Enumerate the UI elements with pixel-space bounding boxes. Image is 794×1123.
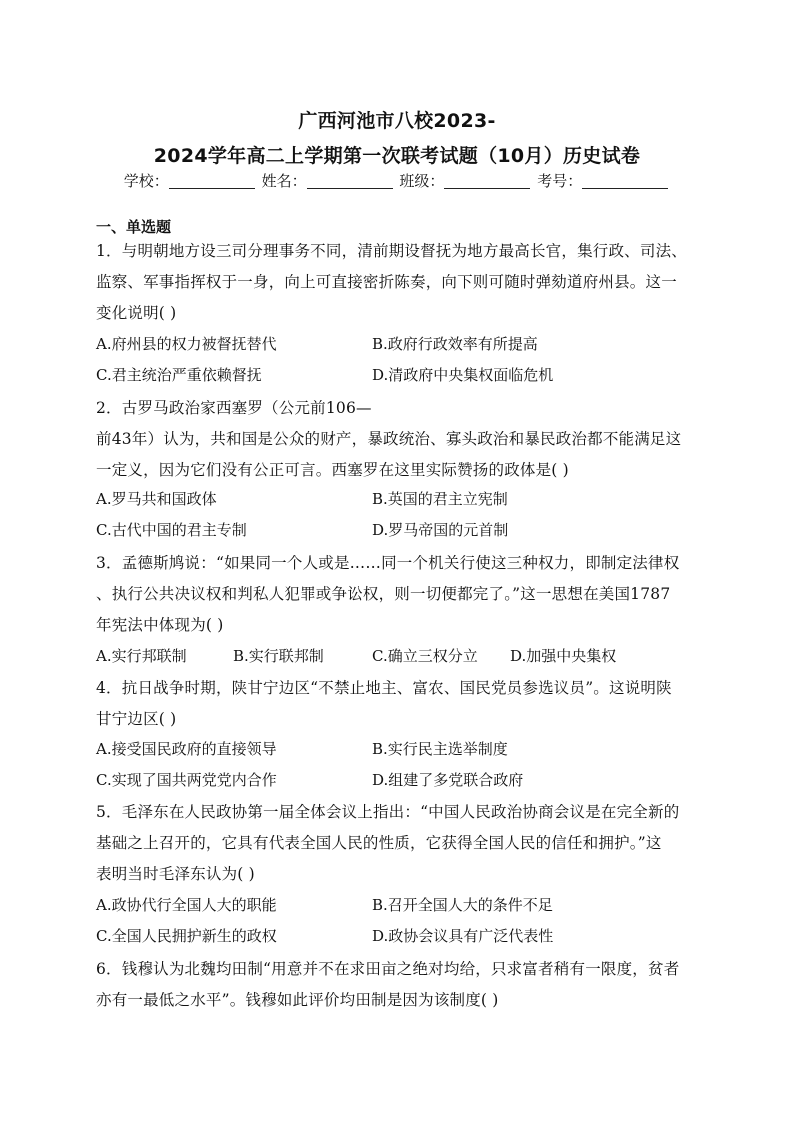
option-d[interactable]: D.加强中央集权 bbox=[510, 647, 617, 665]
class-blank[interactable] bbox=[444, 174, 530, 189]
question-stem-line: 3．孟德斯鸠说：“如果同一个人或是……同一个机关行使这三种权力，即制定法律权 bbox=[96, 554, 680, 572]
option-a[interactable]: A.政协代行全国人大的职能 bbox=[96, 896, 277, 914]
option-c[interactable]: C.实现了国共两党党内合作 bbox=[96, 771, 277, 789]
question-stem-line: 2．古罗马政治家西塞罗（公元前106— bbox=[96, 399, 372, 417]
question-stem-line: 5．毛泽东在人民政协第一届全体会议上指出：“中国人民政治协商会议是在完全新的 bbox=[96, 803, 680, 821]
question-stem-line: 亦有一最低之水平”。钱穆如此评价均田制是因为该制度( ) bbox=[96, 991, 499, 1009]
question-stem-line: 年宪法中体现为( ) bbox=[96, 616, 224, 634]
question-stem-line: 基础之上召开的，它具有代表全国人民的性质，它获得全国人民的信任和拥护。”这 bbox=[96, 834, 662, 852]
question-stem-line: 前43年）认为，共和国是公众的财产，暴政统治、寡头政治和暴民政治都不能满足这 bbox=[96, 430, 682, 448]
option-b[interactable]: B.政府行政效率有所提高 bbox=[372, 335, 538, 353]
question-stem-line: 变化说明( ) bbox=[96, 304, 177, 322]
school-label: 学校： bbox=[123, 172, 169, 190]
school-blank[interactable] bbox=[169, 174, 255, 189]
student-info-row bbox=[0, 170, 794, 191]
option-a[interactable]: A.接受国民政府的直接领导 bbox=[96, 740, 277, 758]
option-b[interactable]: B.实行联邦制 bbox=[233, 647, 324, 665]
option-c[interactable]: C.古代中国的君主专制 bbox=[96, 521, 247, 539]
question-stem-line: 、执行公共决议权和判私人犯罪或争讼权，则一切便都完了。”这一思想在美国1787 bbox=[96, 585, 671, 603]
section-heading: 一、单选题 bbox=[96, 218, 172, 236]
name-blank[interactable] bbox=[307, 174, 393, 189]
option-b[interactable]: B.英国的君主立宪制 bbox=[372, 490, 508, 508]
question-stem-line: 1．与明朝地方设三司分理事务不同，清前期设督抚为地方最高长官，集行政、司法、 bbox=[96, 242, 687, 260]
option-a[interactable]: A.府州县的权力被督抚替代 bbox=[96, 335, 277, 353]
exam-title-line-2: 2024学年高二上学期第一次联考试题（10月）历史试卷 bbox=[153, 145, 641, 167]
option-d[interactable]: D.组建了多党联合政府 bbox=[372, 771, 524, 789]
class-label: 班级： bbox=[399, 172, 445, 190]
option-d[interactable]: D.罗马帝国的元首制 bbox=[372, 521, 509, 539]
option-d[interactable]: D.政协会议具有广泛代表性 bbox=[372, 927, 554, 945]
exam-title-line-1: 广西河池市八校2023- bbox=[298, 110, 496, 132]
question-stem-line: 监察、军事指挥权于一身，向上可直接密折陈奏，向下则可随时弹劾道府州县。这一 bbox=[96, 273, 677, 291]
question-stem-line: 6．钱穆认为北魏均田制“用意并不在求田亩之绝对均给，只求富者稍有一限度，贫者 bbox=[96, 960, 680, 978]
option-c[interactable]: C.全国人民拥护新生的政权 bbox=[96, 927, 277, 945]
question-stem-line: 4．抗日战争时期，陕甘宁边区“不禁止地主、富农、国民党员参选议员”。这说明陕 bbox=[96, 679, 672, 697]
option-b[interactable]: B.实行民主选举制度 bbox=[372, 740, 508, 758]
option-d[interactable]: D.清政府中央集权面临危机 bbox=[372, 366, 554, 384]
option-a[interactable]: A.罗马共和国政体 bbox=[96, 490, 217, 508]
option-c[interactable]: C.确立三权分立 bbox=[372, 647, 478, 665]
option-b[interactable]: B.召开全国人大的条件不足 bbox=[372, 896, 553, 914]
name-label: 姓名： bbox=[261, 172, 307, 190]
question-stem-line: 一定义，因为它们没有公正可言。西塞罗在这里实际赞扬的政体是( ) bbox=[96, 461, 569, 479]
option-c[interactable]: C.君主统治严重依赖督抚 bbox=[96, 366, 262, 384]
question-stem-line: 甘宁边区( ) bbox=[96, 710, 177, 728]
exam-number-label: 考号： bbox=[537, 172, 583, 190]
exam-number-blank[interactable] bbox=[582, 174, 668, 189]
question-stem-line: 表明当时毛泽东认为( ) bbox=[96, 865, 255, 883]
option-a[interactable]: A.实行邦联制 bbox=[96, 647, 187, 665]
